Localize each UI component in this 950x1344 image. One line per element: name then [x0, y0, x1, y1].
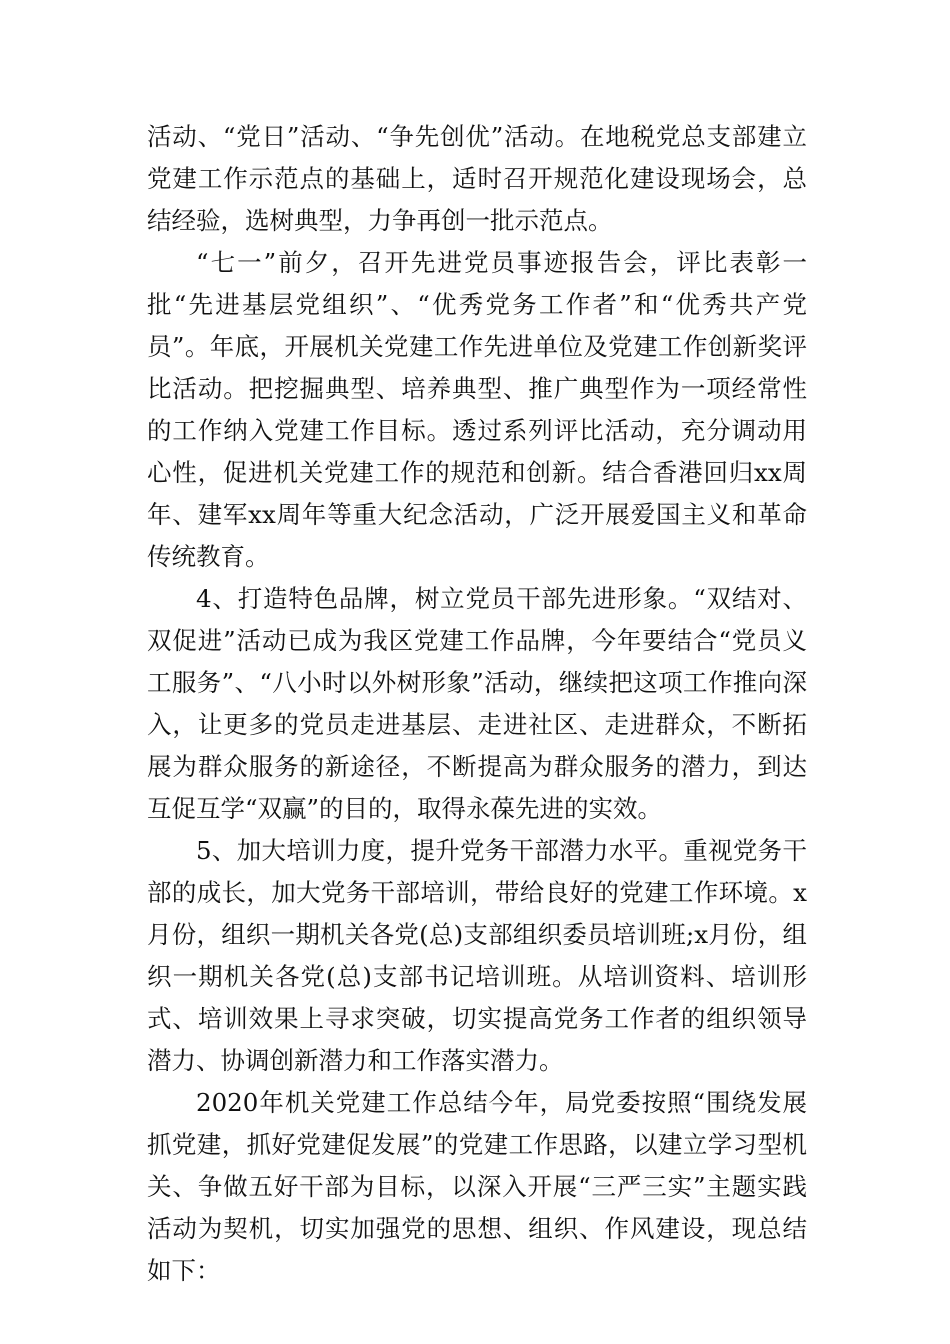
paragraph-5: 2020年机关党建工作总结今年，局党委按照“围绕发展抓党建，抓好党建促发展”的党建工作思路，以建立学习型机关、争做五好干部为目标，以深入开展“三严三实”主题实践活动为契机，切实加强党的思想、组织、作风建设，现总结如下： — [147, 1088, 807, 1285]
paragraph-2: “七一”前夕，召开先进党员事迹报告会，评比表彰一批“先进基层党组织”、“优秀党务工作者”和“优秀共产党员”。年底，开展机关党建工作先进单位及党建工作创新奖评比活动。把挖掘典型、培养典型、推广典型作为一项经常性的工作纳入党建工作目标。透过系列评比活动，充分调动用心性，促进机关党建工作的规范和创新。结合香港回归xx周年、建军xx周年等重大纪念活动，广泛开展爱国主义和革命传统教育。 — [147, 248, 807, 571]
document-body — [147, 116, 807, 1292]
paragraph-4: 5、加大培训力度，提升党务干部潜力水平。重视党务干部的成长，加大党务干部培训，带给良好的党建工作环境。x月份，组织一期机关各党(总)支部组织委员培训班;x月份，组织一期机关各党(总)支部书记培训班。从培训资料、培训形式、培训效果上寻求突破，切实提高党务工作者的组织领导潜力、协调创新潜力和工作落实潜力。 — [147, 836, 807, 1075]
paragraph-3: 4、打造特色品牌，树立党员干部先进形象。“双结对、双促进”活动已成为我区党建工作品牌，今年要结合“党员义工服务”、“八小时以外树形象”活动，继续把这项工作推向深入，让更多的党员走进基层、走进社区、走进群众，不断拓展为群众服务的新途径，不断提高为群众服务的潜力，到达互促互学“双赢”的目的，取得永葆先进的实效。 — [147, 584, 807, 823]
paragraph-1: 活动、“党日”活动、“争先创优”活动。在地税党总支部建立党建工作示范点的基础上，适时召开规范化建设现场会，总结经验，选树典型，力争再创一批示范点。 — [147, 122, 807, 235]
